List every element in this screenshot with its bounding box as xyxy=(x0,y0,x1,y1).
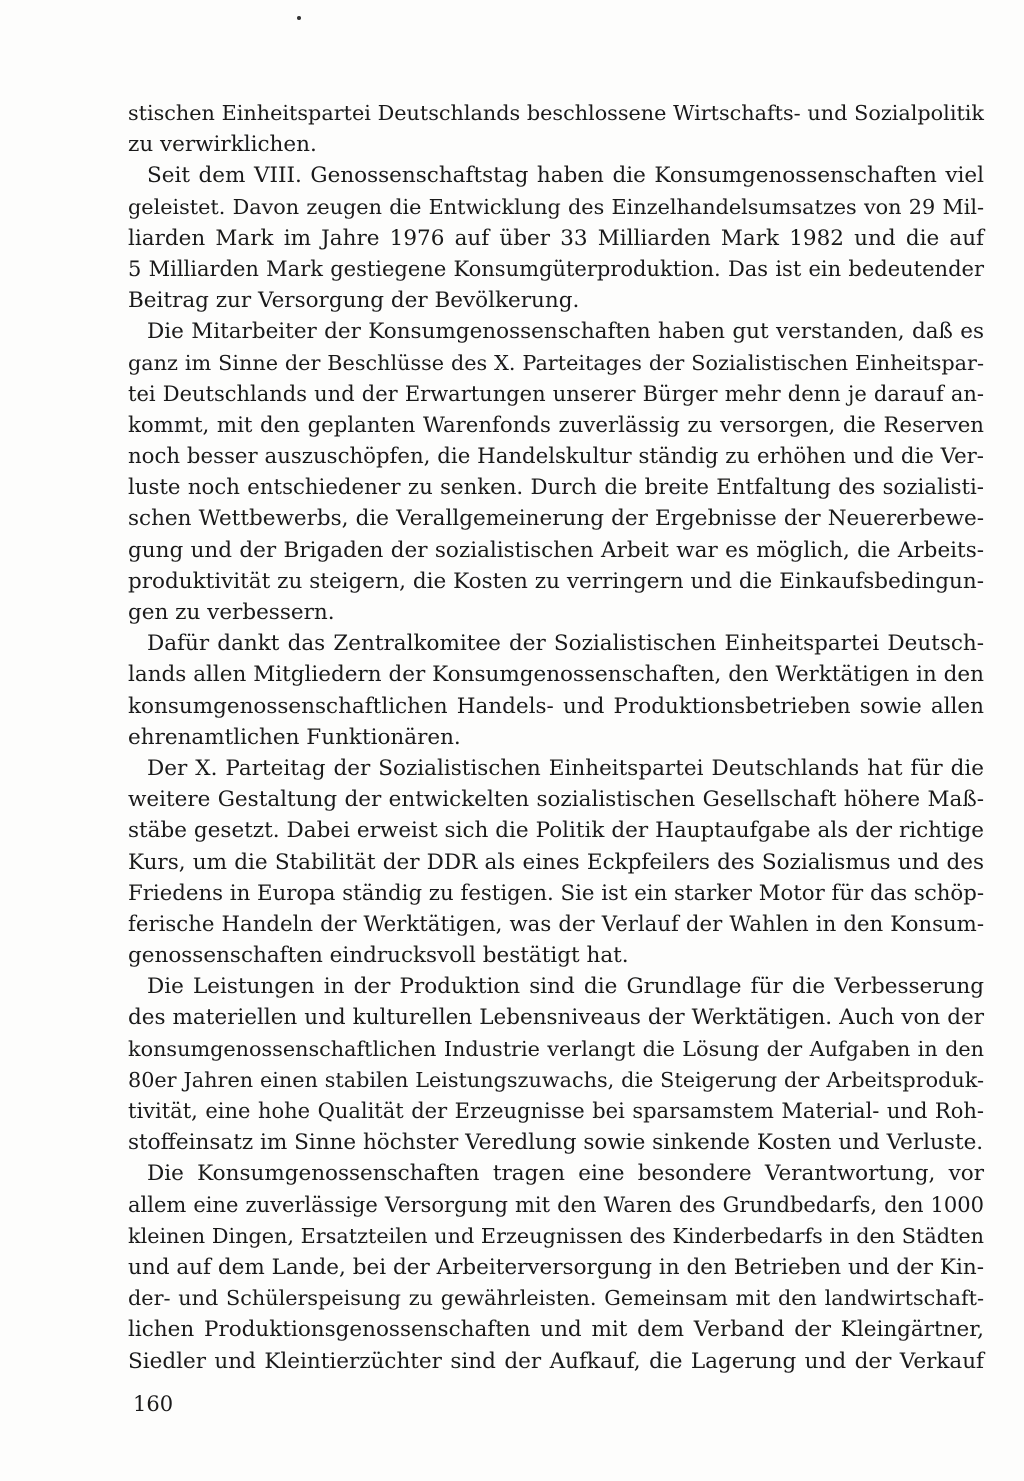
text-line: und auf dem Lande, bei der Arbeiterversorgung in den Betrieben und der Kin- xyxy=(128,1254,984,1280)
text-line: konsumgenossenschaftlichen Industrie verlangt die Lösung der Aufgaben in den xyxy=(128,1036,984,1061)
text-line: Beitrag zur Versorgung der Bevölkerung. xyxy=(128,288,580,314)
text-line: 80er Jahren einen stabilen Leistungszuwachs, die Steigerung der Arbeitsproduk- xyxy=(128,1067,984,1092)
text-line: Dafür dankt das Zentralkomitee der Sozialistischen Einheitspartei Deutsch- xyxy=(147,631,984,657)
text-line: ferische Handeln der Werktätigen, was der Verlauf der Wahlen in den Konsum- xyxy=(128,911,984,937)
text-line: liarden Mark im Jahre 1976 auf über 33 Milliarden Mark 1982 und die auf xyxy=(128,225,984,251)
text-line: noch besser auszuschöpfen, die Handelskultur ständig zu erhöhen und die Ver- xyxy=(128,444,984,470)
text-line: ganz im Sinne der Beschlüsse des X. Parteitages der Sozialistischen Einheitspar- xyxy=(128,350,984,375)
text-line: Friedens in Europa ständig zu festigen. Sie ist ein starker Motor für das schöp- xyxy=(128,880,984,906)
text-line: gung und der Brigaden der sozialistischen Arbeit war es möglich, die Arbeits- xyxy=(128,537,984,563)
text-line: gen zu verbessern. xyxy=(128,600,335,625)
text-line: Der X. Parteitag der Sozialistischen Einheitspartei Deutschlands hat für die xyxy=(147,755,984,781)
text-line: luste noch entschiedener zu senken. Durch die breite Entfaltung des sozialisti- xyxy=(128,475,984,501)
text-line: kommt, mit den geplanten Warenfonds zuverlässig zu versorgen, die Reserven xyxy=(128,412,984,438)
text-line: tivität, eine hohe Qualität der Erzeugnisse bei sparsamstem Material- und Roh- xyxy=(128,1099,984,1123)
print-speck xyxy=(297,16,301,20)
text-line: Die Konsumgenossenschaften tragen eine besondere Verantwortung, vor xyxy=(147,1161,984,1187)
text-line: zu verwirklichen. xyxy=(128,132,317,158)
text-line: ehrenamtlichen Funktionären. xyxy=(128,724,461,750)
text-line: stoffeinsatz im Sinne höchster Veredlung sowie sinkende Kosten und Verluste. xyxy=(128,1130,984,1156)
text-line: genossenschaften eindrucksvoll bestätigt hat. xyxy=(128,943,629,969)
text-line: 5 Milliarden Mark gestiegene Konsumgüterproduktion. Das ist ein bedeutender xyxy=(128,256,984,281)
text-line: des materiellen und kulturellen Lebensniveaus der Werktätigen. Auch von der xyxy=(128,1005,984,1031)
text-line: stischen Einheitspartei Deutschlands beschlossene Wirtschafts- und Sozialpolitik xyxy=(128,101,984,125)
text-line: Die Leistungen in der Produktion sind die Grundlage für die Verbesserung xyxy=(147,974,984,1000)
text-line: weitere Gestaltung der entwickelten sozialistischen Gesellschaft höhere Maß- xyxy=(128,787,984,813)
text-line: produktivität zu steigern, die Kosten zu verringern und die Einkaufsbedingun- xyxy=(128,568,984,594)
text-line: Siedler und Kleintierzüchter sind der Aufkauf, die Lagerung und der Verkauf xyxy=(128,1348,984,1374)
text-line: tei Deutschlands und der Erwartungen unserer Bürger mehr denn je darauf an- xyxy=(128,381,984,406)
text-line: geleistet. Davon zeugen die Entwicklung des Einzelhandelsumsatzes von 29 Mil- xyxy=(128,194,984,219)
text-line: lands allen Mitgliedern der Konsumgenossenschaften, den Werktätigen in den xyxy=(128,662,984,688)
text-line: kleinen Dingen, Ersatzteilen und Erzeugnissen des Kinderbedarfs in den Städten xyxy=(128,1223,984,1248)
page-number: 160 xyxy=(133,1392,174,1416)
text-line: Kurs, um die Stabilität der DDR als eines Eckpfeilers des Sozialismus und des xyxy=(128,849,984,875)
text-line: schen Wettbewerbs, die Verallgemeinerung der Ergebnisse der Neuererbewe- xyxy=(128,506,984,532)
text-line: Seit dem VIII. Genossenschaftstag haben die Konsumgenossenschaften viel xyxy=(147,163,984,189)
text-line: lichen Produktionsgenossenschaften und mit dem Verband der Kleingärtner, xyxy=(128,1317,984,1343)
text-line: Die Mitarbeiter der Konsumgenossenschaften haben gut verstanden, daß es xyxy=(147,319,984,345)
text-line: stäbe gesetzt. Dabei erweist sich die Politik der Hauptaufgabe als der richtige xyxy=(128,818,984,844)
text-line: der- und Schülerspeisung zu gewährleisten. Gemeinsam mit den landwirtschaft- xyxy=(128,1286,984,1311)
body-text xyxy=(128,98,984,1377)
text-line: konsumgenossenschaftlichen Handels- und Produktionsbetrieben sowie allen xyxy=(128,693,984,719)
text-line: allem eine zuverlässige Versorgung mit den Waren des Grundbedarfs, den 1000 xyxy=(128,1192,984,1217)
